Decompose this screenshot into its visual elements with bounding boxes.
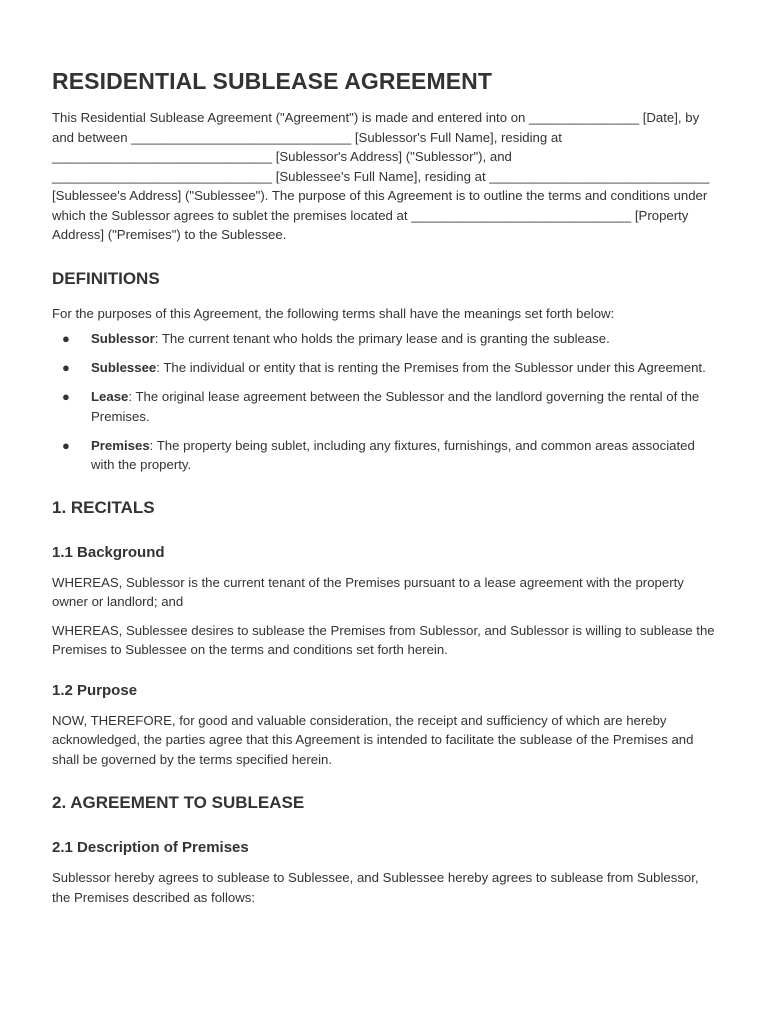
bullet-icon: ●	[62, 389, 70, 404]
purpose-heading: 1.2 Purpose	[52, 681, 138, 699]
background-paragraph-1: WHEREAS, Sublessor is the current tenant of the Premises pursuant to a lease agreement with the property owner or landlord; and	[52, 574, 684, 609]
background-heading: 1.1 Background	[52, 543, 165, 561]
list-item	[52, 436, 718, 475]
definition-term: Sublessor	[91, 331, 155, 346]
bullet-icon: ●	[62, 437, 70, 453]
list-item	[52, 358, 718, 378]
background-paragraph-2: WHEREAS, Sublessee desires to sublease the Premises from Sublessor, and Sublessor is willing to sublease the Premises to Sublessee on the terms and conditions set forth herein.	[52, 622, 715, 657]
list-item	[52, 329, 718, 349]
description-heading: 2.1 Description of Premises	[52, 839, 249, 856]
definitions-list	[52, 329, 718, 475]
definition-term: Premises	[91, 437, 150, 453]
definition-text: : The property being sublet, including any fixtures, furnishings, and common areas associated with the property.	[91, 437, 695, 472]
definition-term: Sublessee	[91, 360, 157, 375]
bullet-icon: ●	[62, 360, 70, 375]
description-paragraph: Sublessor hereby agrees to sublease to Sublessee, and Sublessee hereby agrees to sublease from Sublessor, the Premises described as follows:	[52, 870, 699, 905]
list-item	[52, 387, 718, 426]
definition-text: : The individual or entity that is renting the Premises from the Sublessor under this Agreement.	[156, 360, 706, 375]
recitals-heading: 1. RECITALS	[52, 497, 155, 517]
document-title: RESIDENTIAL SUBLEASE AGREEMENT	[52, 68, 493, 94]
definition-term: Lease	[91, 389, 129, 404]
purpose-paragraph: NOW, THEREFORE, for good and valuable consideration, the receipt and sufficiency of which are hereby acknowledged, the parties agree that this Agreement is intended to facilitate the sublease of the Premises and shall be governed by the terms specified herein.	[52, 712, 694, 767]
definitions-lead: For the purposes of this Agreement, the following terms shall have the meanings set forth below:	[52, 305, 615, 321]
definition-text: : The current tenant who holds the primary lease and is granting the sublease.	[154, 331, 610, 346]
agreement-heading: 2. AGREEMENT TO SUBLEASE	[52, 793, 305, 812]
definitions-heading: DEFINITIONS	[52, 268, 160, 288]
bullet-icon: ●	[62, 331, 70, 346]
intro-paragraph: This Residential Sublease Agreement ("Agreement") is made and entered into on _______________ [Date], by and between ______________________________ [Sublessor's Full Name], residing at ______________________________ [Sublessor's Address] ("Sublessor"), and ______________________________ [Sublessee's Full Name], residing at ______________________________ [Sublessee's Address] ("Sublessee"). The purpose of this Agreement is to outline the terms and conditions under which the Sublessor agrees to sublet the premises located at ______________________________ [Property Address] ("Premises") to the Sublessee.	[52, 110, 710, 242]
definition-text: : The original lease agreement between the Sublessor and the landlord governing the rental of the Premises.	[91, 389, 700, 424]
